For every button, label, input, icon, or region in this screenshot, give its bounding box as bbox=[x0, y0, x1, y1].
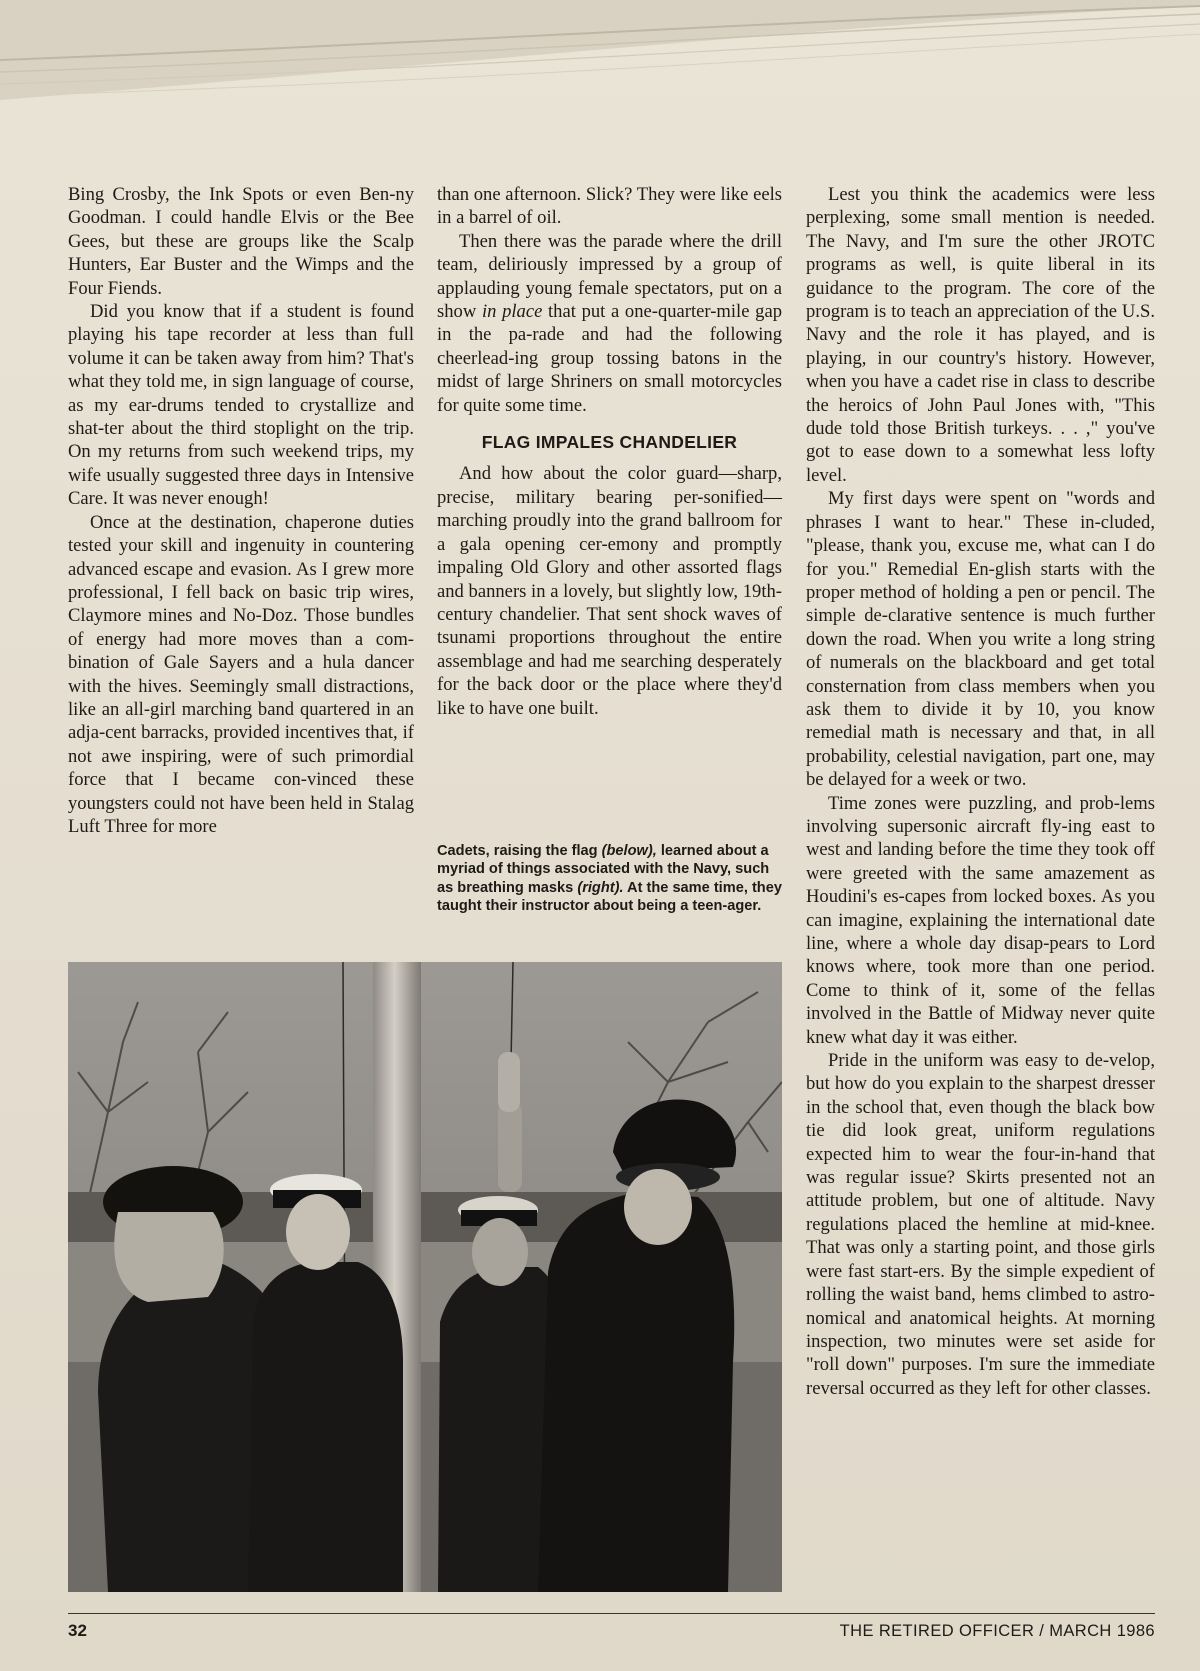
page-curl-shadow bbox=[0, 0, 1200, 110]
text-run: that put a one-quarter-mile gap in the pa-rade and had the following cheerlead-ing group tossing batons in the midst of large Shriners on small motorcycles for quite some time. bbox=[437, 301, 782, 416]
publication-footer: THE RETIRED OFFICER / MARCH 1986 bbox=[839, 1622, 1155, 1640]
caption-text: learned about a myriad of things associated with the Navy, such as breathing masks bbox=[437, 843, 770, 896]
page-number: 32 bbox=[68, 1621, 87, 1640]
article-column-3 bbox=[806, 183, 1155, 1400]
article-column-2 bbox=[437, 183, 782, 720]
paragraph: And how about the color guard—sharp, precise, military bearing per-sonified—marching proudly into the grand ballroom for a gala opening cer-emony and promptly impaling Old Glory and other assorted flags and banners in a lovely, but slightly low, 19th-century chandelier. That sent shock waves of tsunami proportions throughout the entire assemblage and had me searching desperately for the back door or the place where they'd like to have one built. bbox=[437, 463, 782, 719]
paragraph: Bing Crosby, the Ink Spots or even Ben-ny Goodman. I could handle Elvis or the Bee Gees, but these are groups like the Scalp Hunters, Ear Buster and the Wimps and the Four Fiends. bbox=[68, 184, 414, 299]
paragraph bbox=[437, 230, 782, 417]
photo-caption bbox=[437, 842, 782, 916]
flag-raising-photo bbox=[68, 962, 782, 1592]
paragraph: Did you know that if a student is found playing his tape recorder at less than full volume it can be taken away from him? That's what they told me, in sign language of course, as my ear-drums tended to crystallize and shat-ter about the third stoplight on the trip. On my returns from such weekend trips, my wife usually suggested three days in Intensive Care. It was never enough! bbox=[68, 301, 414, 510]
paragraph: Once at the destination, chaperone duties tested your skill and ingenuity in countering advanced escape and evasion. As I grew more professional, I fell back on basic trip wires, Claymore mines and No-Doz. Those bundles of energy had more moves than a com-bination of Gale Sayers and a hula dancer with the hives. Seemingly small distractions, like an all-girl marching band quartered in an adja-cent barracks, provided incentives that, if not awe inspiring, were of such primordial force that I became con-vinced these youngsters could not have been held in Stalag Luft Three for more bbox=[68, 511, 414, 837]
paragraph: Lest you think the academics were less perplexing, some small mention is needed. The Navy, and I'm sure the other JROTC programs as well, is quite liberal in its guidance to the program. The core of the program is to teach an appreciation of the U.S. Navy and the role it has played, and is playing, in our country's history. However, when you have a cadet rise in class to describe the heroics of John Paul Jones with, "This dude told those British turkeys. . . ," you've got to ease down to a somewhat less lofty level. bbox=[806, 184, 1155, 486]
paragraph: Time zones were puzzling, and prob-lems involving supersonic aircraft fly-ing east to west and landing before the time they took off were greeted with the same amazement as Houdini's es-capes from locked boxes. As you can imagine, explaining the international date line, where a whole day disap-pears to Lord knows where, took more than one period. Come to think of it, some of the fellas involved in the Battle of Midway never quite knew what day it was either. bbox=[806, 792, 1155, 1048]
caption-text: Cadets, raising the flag bbox=[437, 843, 602, 859]
footer-rule bbox=[68, 1613, 1155, 1614]
paragraph: My first days were spent on "words and phrases I want to hear." These in-cluded, "please, thank you, excuse me, what can I do for you." Remedial En-glish starts with the proper method of holding a pen or pencil. The simple de-clarative sentence is much further down the road. When you write a long string of numerals on the blackboard and get total consternation from class members when you ask them to divide it by 10, you know remedial math is necessary and that, in all probability, celestial navigation, part one, may be delayed for a week or two. bbox=[806, 488, 1155, 791]
section-subhead: FLAG IMPALES CHANDELIER bbox=[481, 432, 738, 453]
emphasis: in place bbox=[481, 301, 543, 323]
paragraph: than one afternoon. Slick? They were like eels in a barrel of oil. bbox=[437, 184, 782, 229]
text-run: Then there was the parade where the drill team, deliriously impressed by a group of applauding young female spectators, put on a show bbox=[437, 230, 782, 323]
caption-emphasis: (below), bbox=[601, 843, 657, 859]
paragraph: Pride in the uniform was easy to de-velop, but how do you explain to the sharpest dresser in the school that, even though the black bow tie did look great, uniform regulations expected him to wear the four-in-hand that was regular issue? Skirts presented not an attitude problem, but one of altitude. Navy regulations placed the hemline at mid-knee. That was only a starting point, and those girls were fast start-ers. By the simple expedient of rolling the waist band, hems climbed to astro-nomical and anatomical heights. At morning inspection, two minutes were set aside for "roll down" purposes. I'm sure the immediate reversal occurred as they left for other classes. bbox=[806, 1050, 1155, 1399]
article-column-1 bbox=[68, 183, 414, 838]
caption-text: At the same time, they taught their instructor about being a teen-ager. bbox=[437, 879, 782, 915]
caption-emphasis: (right). bbox=[577, 879, 624, 896]
